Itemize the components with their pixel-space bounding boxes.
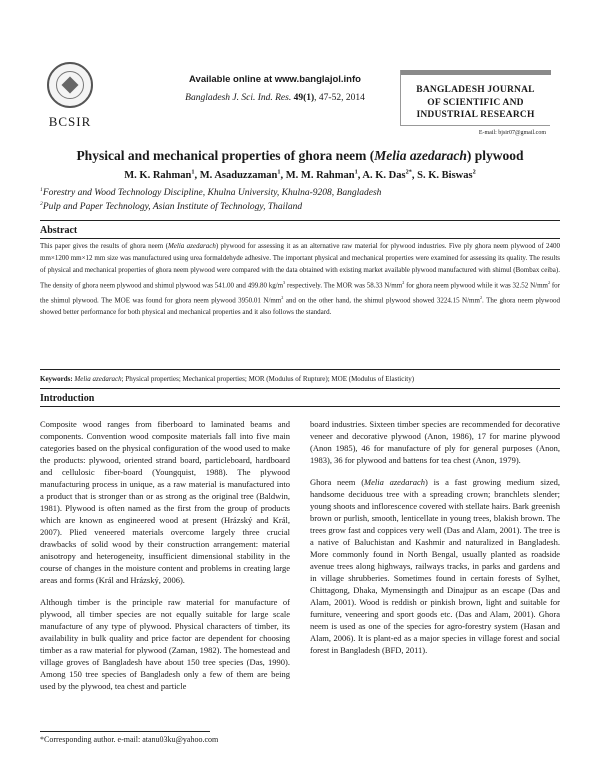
intro-paragraph: board industries. Sixteen timber species are recommended for decorative veneer and decorative plywood (Anon, 1986), 17 for marine plywood (Anon 1985), 46 for manufacture of ply for general purposes (Anon, 1983), 36 for plywood and battens for tea chest (Anon, 1979). [310, 419, 560, 465]
affiliation-1: $^1$Forestry and Wood Technology Discipline, Khulna University, Khulna-9208, Bangladesh [40, 187, 382, 199]
intro-paragraph: Ghora neem (Melia azedarach) is a fast growing medium sized, handsome deciduous tree with a spreading crown; branchlets slender; young shoots and inflorescence covered with stellate hairs. Bark greenish brown or purlish, smooth, lenticellate in young trees, blakish brown. The trees grow fast and coppices very well (Das and Alam, 2001). The tree is a native of Baluchistan and Kashmir and naturalized in Bangladesh. More commonly found in North Bengal, usually planted as roadside avenue trees along highways, railways tracks, in parks and gardens and in village shrubberies. Sometimes found in certain forests of Sylhet, Chittagong, Dhaka, Mymensingth and Dinajpur as an escape (Das and Alam, 2001). Wood is reddish or pinkish brown, light and suitable for furniture, veneering and sport goods etc. (Das and Alam, 2001). Ghora neem is used as one of the species for agro-forestry system (Hasan and Alam, 2006). It is plant-ed as a major species in village forest and social forest in Bangladesh (BFD, 2011). [310, 477, 560, 655]
author: M. M. Rahman$^1$, [285, 168, 363, 181]
journal-line-3: INDUSTRIAL RESEARCH [416, 110, 535, 120]
right-column [310, 418, 560, 656]
author: M. Asaduzzaman$^1$, [199, 168, 286, 181]
affiliation-2: $^2$Pulp and Paper Technology, Asian Institute of Technology, Thailand [40, 201, 303, 213]
rule-abstract-under [40, 238, 560, 239]
introduction-heading: Introduction [40, 393, 95, 404]
bcsir-seal-icon [47, 62, 93, 108]
rule-abstract-top [40, 220, 560, 221]
keywords: Keywords: Melia azedarach; Physical properties; Mechanical properties; MOR (Modulus of Rupture); MOE (Modulus of Elasticity) [40, 375, 415, 383]
author: A. K. Das$^{2*}$, [362, 168, 418, 181]
bcsir-logo [40, 62, 100, 130]
journal-line-1: BANGLADESH JOURNAL [416, 85, 535, 95]
available-online: Available online at www.banglajol.info [189, 74, 361, 85]
rule-keywords-top [40, 369, 560, 370]
journal-email: E-mail: bjsir07@gmail.com [478, 130, 546, 136]
journal-bar [401, 70, 551, 75]
left-column [40, 418, 290, 692]
journal-line-2: OF SCIENTIFIC AND [427, 97, 524, 108]
author: S. K. Biswas$^2$ [417, 168, 476, 181]
logo-text: BCSIR [48, 114, 92, 129]
author: M. K. Rahman$^1$, [124, 168, 200, 181]
abstract-heading: Abstract [40, 225, 78, 236]
citation: Bangladesh J. Sci. Ind. Res. 49(1), 47-52, 2014 [185, 93, 365, 103]
intro-paragraph: Composite wood ranges from fiberboard to laminated beams and components. Convention wood composite materials fall into five main categories based on the physical configuration of the wood used to make the products: plywood, oriented strand board, particleboard, hardboard and cellulosic fiber-board (Youngquist, 1988). The plywood manufacturing process in unique, as a raw material is manufactured into a product that is stronger than or as strong as the original tree (Baldwin, 1981). Plywood is often named as the first from the group of products which are known as engineered wood at present (Hrázský and Král, 2007). Plied veneered materials overcome largely three crucial drawbacks of solid wood by their construction arrangement: material anisotropy and heterogeneity, insufficient dimensional stability in the course of changes in the moisture content and problems in creating large areas and forms (Král and Hrázský, 2006). [40, 419, 290, 585]
rule-introduction-under [40, 406, 560, 407]
author-list [30, 168, 570, 181]
corresponding-author: *Corresponding author. e-mail: atanu03ku@yahoo.com [40, 735, 219, 744]
journal-box [400, 70, 550, 126]
footnote-rule [40, 731, 210, 732]
abstract-text: This paper gives the results of ghora neem (Melia azedarach) plywood for assessing it as an alternative raw material for plywood industries. Five ply ghora neem plywood of 2400 mm×1200 mm×12 mm size was manufactured using urea formaldehyde adhesive. The important physical and mechanical properties were examined for assessing its quality. The results of physical and mechanical properties of ghora neem plywood were compared with the data obtained with existing market available plywood manufactured with shimul (Bombax ceiba). The density of ghora neem plywood and shimul plywood was 541.00 and 499.80 $kg/m^3$ respectively. The MOR was 58.33 $N/mm^2$ for ghora neem plywood while it was 32.52 $N/mm^2$ for the shimul plywood. The MOE was found for ghora neem plywood 3950.01 $N/mm^2$ and on the other hand, the shimul plywood showed 3224.15 $N/mm^2$. The ghora neem plywood showed better performance for both physical and mechanical properties and it also follows the standard. [40, 242, 560, 317]
rule-keywords-bottom [40, 388, 560, 389]
intro-paragraph: Although timber is the principle raw material for manufacture of plywood, all timber species are not equally suitable for large scale manufacture of any type of plywood. Physical characters of timber, its availability in bulk quality and price factor are dependent for choosing timber as a raw material for plywood (Zaman, 1982). The homestead and village groves of Bangladesh have about 150 tree species (Das, 1990). Among 150 tree species of Bangladesh only a few of them are being used by the plywood, tea chest and particle [40, 597, 290, 691]
paper-title: Physical and mechanical properties of ghora neem (Melia azedarach) plywood [76, 148, 524, 163]
